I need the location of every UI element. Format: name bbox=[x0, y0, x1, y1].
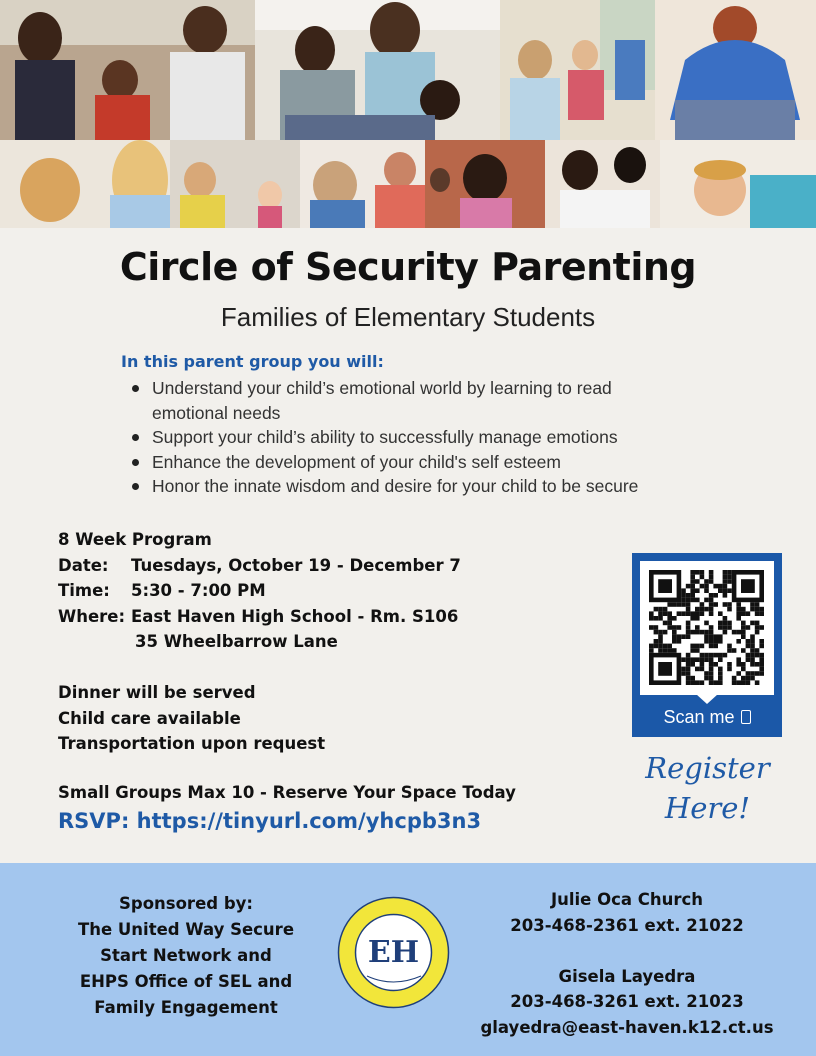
east-haven-schools-logo bbox=[337, 896, 450, 1009]
photo-collage bbox=[0, 0, 816, 228]
list-item: Child care available bbox=[58, 708, 241, 728]
sponsor-block: Sponsored by: The United Way Secure Start Network and EHPS Office of SEL and Family Engagement bbox=[77, 894, 295, 1017]
bullet-icon bbox=[132, 385, 139, 392]
list-item: Dinner will be served bbox=[58, 683, 256, 702]
contact-email[interactable]: glayedra@east-haven.k12.ct.us bbox=[480, 1017, 774, 1037]
photo-father-baby bbox=[170, 140, 300, 228]
contact-name: Julie Oca Church bbox=[550, 890, 704, 909]
register-here[interactable]: Register Here! bbox=[645, 751, 770, 825]
scan-me-label: Scan me bbox=[632, 707, 782, 728]
footer bbox=[0, 863, 816, 1056]
program-date: Date: Tuesdays, October 19 - December 7 bbox=[58, 555, 461, 575]
qr-pointer bbox=[696, 694, 718, 704]
photo-parents-homework bbox=[255, 0, 500, 140]
qr-code-graphic bbox=[640, 561, 774, 695]
photo-stressed-woman bbox=[425, 140, 545, 228]
list-item: Support your child’s ability to successfully manage emotions bbox=[128, 425, 688, 450]
photo-family-group bbox=[0, 0, 255, 140]
contact-name: Gisela Layedra bbox=[558, 966, 696, 986]
program-length: 8 Week Program bbox=[58, 530, 212, 549]
list-item: Enhance the development of your child's self esteem bbox=[128, 450, 688, 475]
group-size-note: Small Groups Max 10 - Reserve Your Space Today bbox=[58, 783, 516, 802]
contacts-block bbox=[478, 887, 776, 1040]
bullet-icon bbox=[132, 459, 139, 466]
list-item: Honor the innate wisdom and desire for your child to be secure bbox=[128, 474, 688, 499]
program-address: 35 Wheelbarrow Lane bbox=[135, 632, 338, 651]
photo-girl-mother bbox=[0, 140, 170, 228]
phone-icon bbox=[741, 710, 751, 724]
page-subtitle: Families of Elementary Students bbox=[220, 302, 596, 332]
photo-crying-child bbox=[660, 140, 816, 228]
svg-text:EH: EH bbox=[367, 935, 420, 970]
contact-phone[interactable]: 203-468-3261 ext. 21023 bbox=[510, 992, 744, 1011]
photo-parent-toddlers bbox=[500, 0, 655, 140]
intro-heading: In this parent group you will: bbox=[121, 352, 384, 371]
qr-code[interactable] bbox=[640, 561, 774, 695]
photo-upset-boy bbox=[655, 0, 816, 140]
program-details bbox=[58, 527, 461, 655]
program-location: Where: East Haven High School - Rm. S106 bbox=[58, 606, 459, 626]
page-title: Circle of Security Parenting bbox=[119, 245, 697, 289]
perks-list bbox=[58, 680, 325, 757]
bullet-icon bbox=[132, 434, 139, 441]
program-time: Time: 5:30 - 7:00 PM bbox=[58, 581, 266, 600]
rsvp-link[interactable]: RSVP: https://tinyurl.com/yhcpb3n3 bbox=[58, 809, 482, 833]
bullet-icon bbox=[132, 483, 139, 490]
benefits-list bbox=[128, 376, 688, 499]
qr-code-card[interactable] bbox=[632, 553, 782, 737]
contact-phone[interactable]: 203-468-2361 ext. 21022 bbox=[510, 915, 744, 935]
list-item: Understand your child’s emotional world by learning to read emotional needs bbox=[128, 376, 688, 425]
photo-crying-girl bbox=[300, 140, 425, 228]
list-item: Transportation upon request bbox=[58, 734, 326, 753]
photo-family-cuddle bbox=[545, 140, 660, 228]
